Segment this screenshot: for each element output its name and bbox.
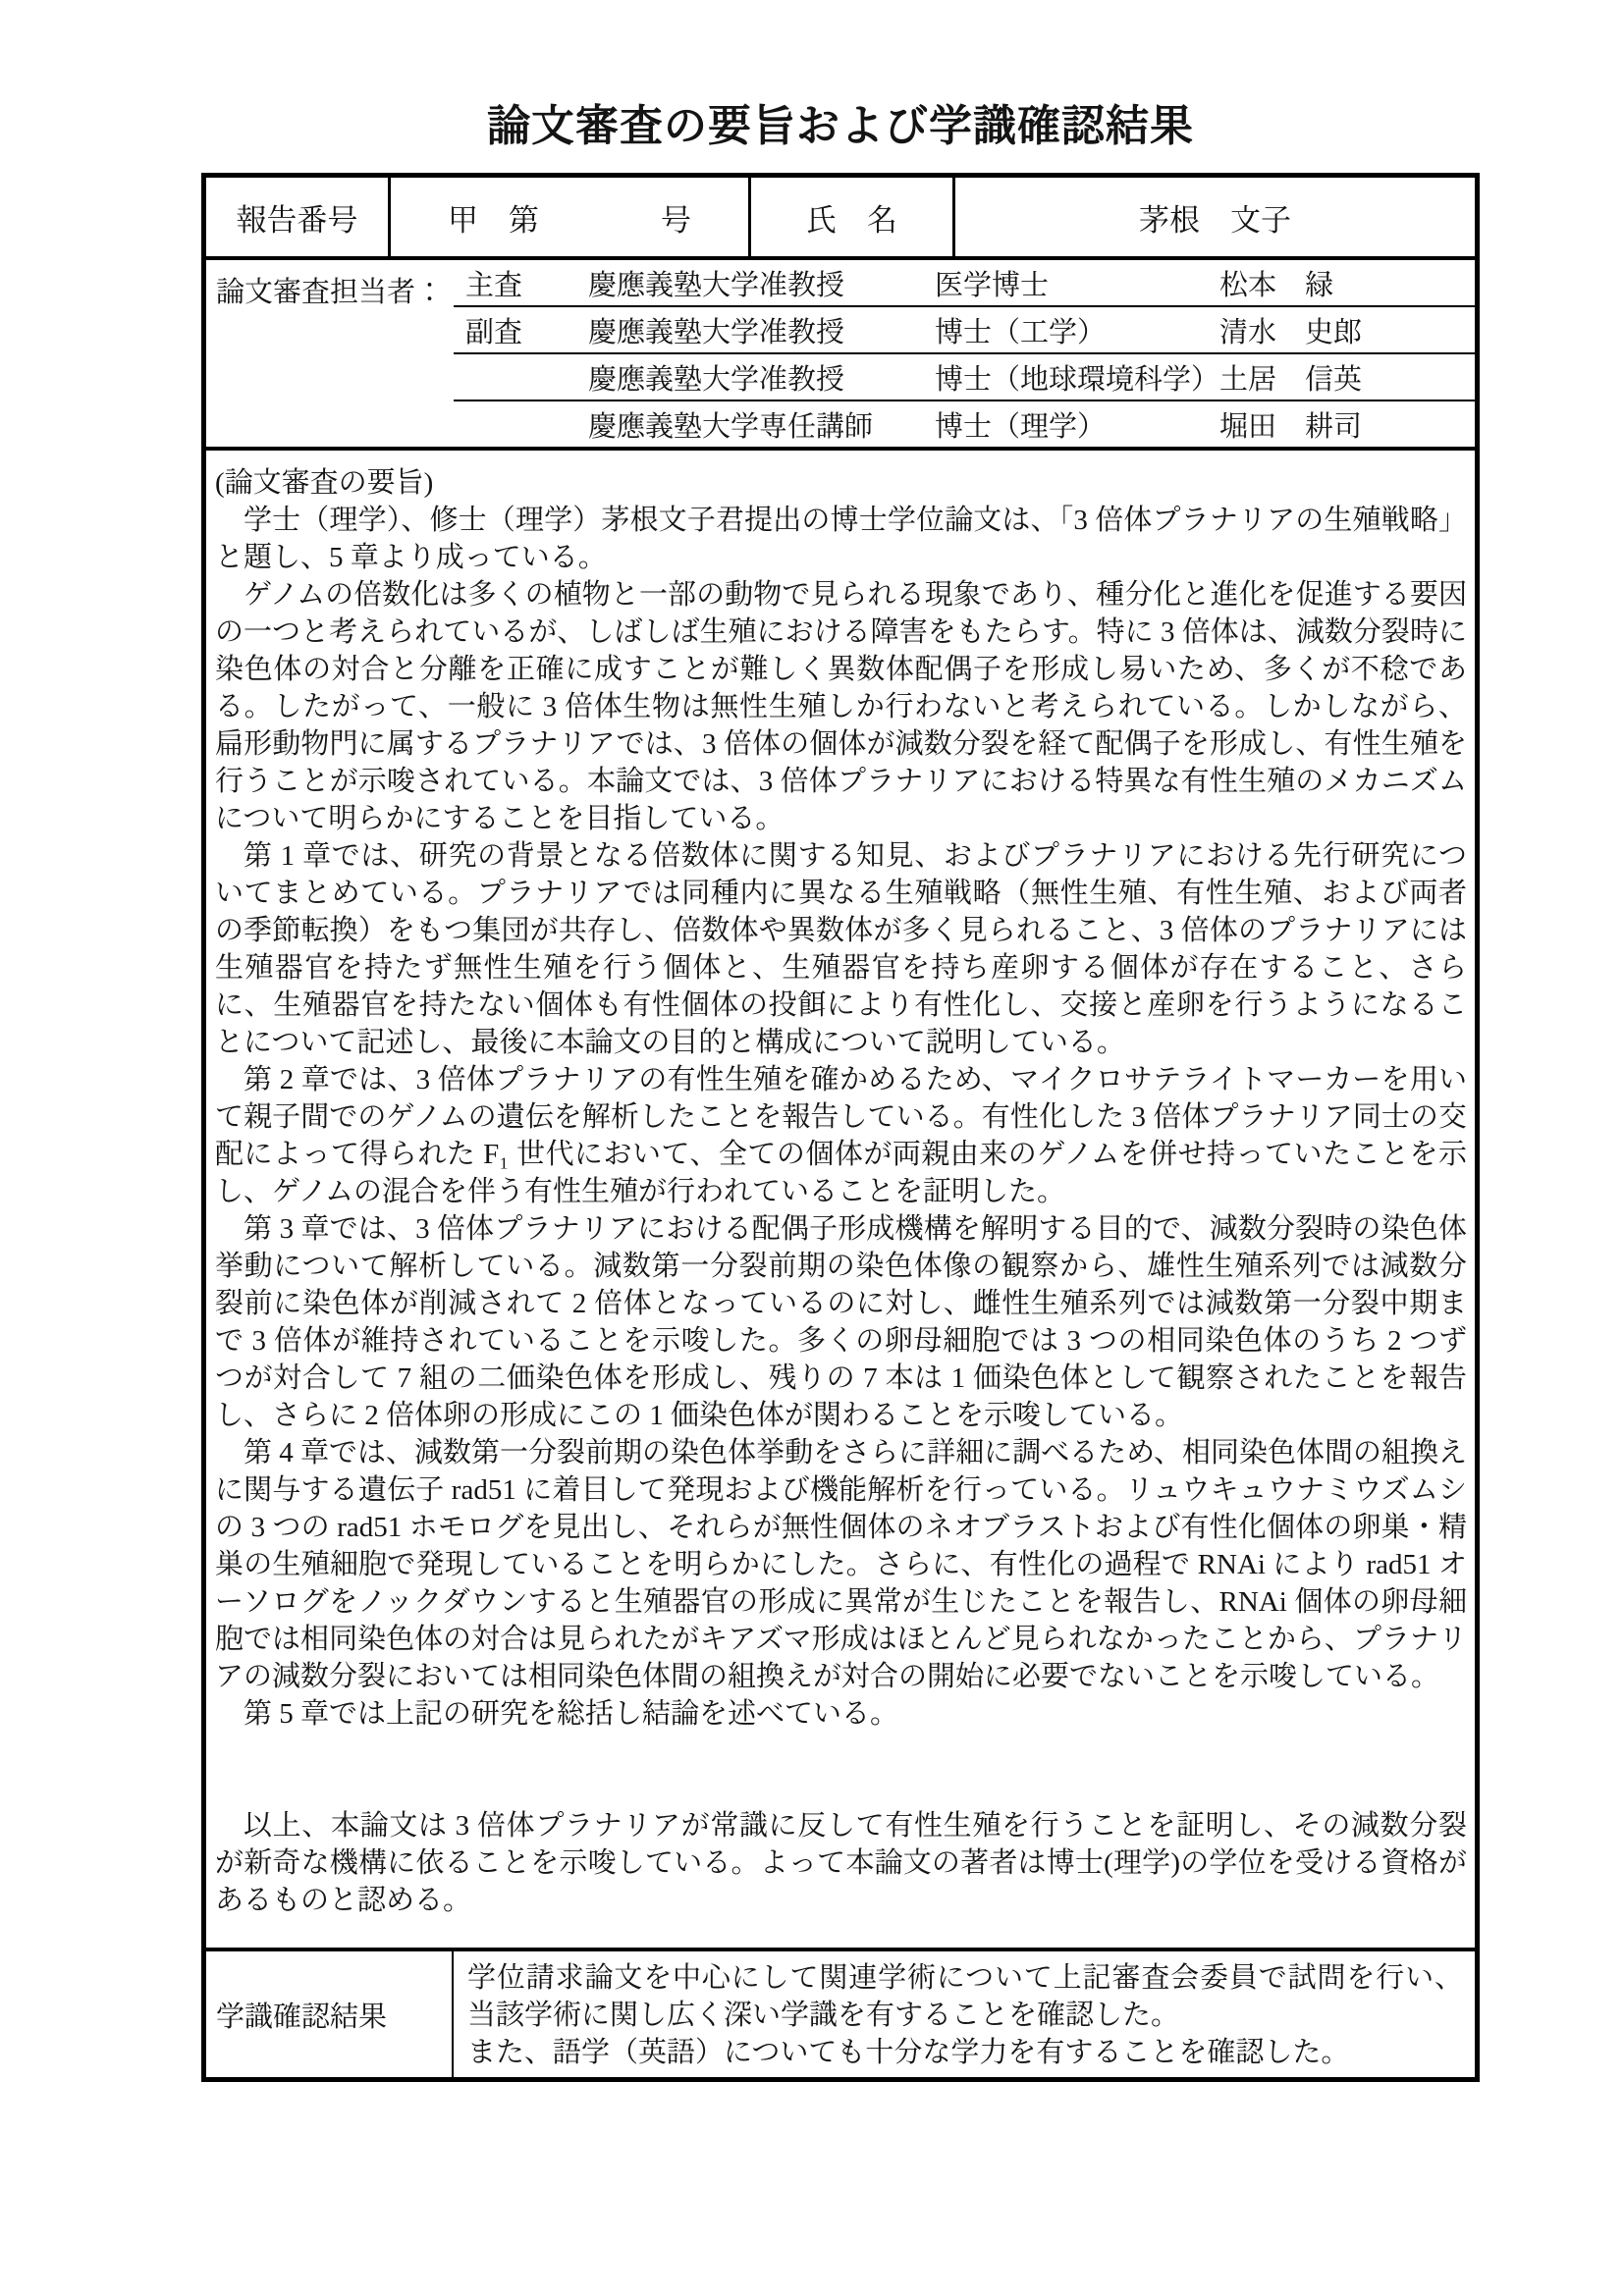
committee-row — [454, 305, 1475, 352]
committee-label: 論文審査担当者： — [216, 277, 445, 308]
committee-member-name: 土居 信英 — [1219, 363, 1363, 396]
knowledge-section — [206, 1951, 1475, 2077]
committee-rows — [454, 260, 1475, 447]
knowledge-line: 学位請求論文を中心にして関連学術について上記審査会委員で試問を行い、当該学術に関し広く深い学識を有することを確認した。 — [467, 1962, 1463, 2031]
committee-affiliation: 慶應義塾大学准教授 — [588, 269, 845, 301]
header-row — [206, 178, 1475, 260]
committee-role: 副査 — [465, 316, 523, 348]
committee-member-name: 堀田 耕司 — [1219, 410, 1363, 443]
committee-row — [454, 260, 1475, 305]
document-table — [201, 173, 1480, 2082]
summary-paragraph: 学士（理学）、修士（理学）茅根文子君提出の博士学位論文は、「3 倍体プラナリアの生殖戦略」と題し、5 章より成っている。 — [215, 505, 1467, 573]
committee-section — [206, 260, 1475, 451]
summary-heading: (論文審査の要旨) — [215, 467, 434, 499]
committee-affiliation: 慶應義塾大学専任講師 — [588, 410, 874, 443]
summary-paragraph: 第 2 章では、3 倍体プラナリアの有性生殖を確かめるため、マイクロサテライトマーカーを用いて親子間でのゲノムの遺伝を解析したことを報告している。有性化した 3 倍体プラナリア同士の交配によって得られた F₁ 世代において、全ての個体が両親由来のゲノムを併せ持っていたことを示し、ゲノムの混合を伴う有性生殖が行われていることを証明した。 — [215, 1064, 1467, 1207]
summary-section — [206, 451, 1475, 1951]
committee-affiliation: 慶應義塾大学准教授 — [588, 316, 845, 348]
summary-paragraph: 第 1 章では、研究の背景となる倍数体に関する知見、およびプラナリアにおける先行研究についてまとめている。プラナリアでは同種内に異なる生殖戦略（無性生殖、有性生殖、および両者の季節転換）をもつ集団が共存し、倍数体や異数体が多く見られること、3 倍体のプラナリアには生殖器官を持たず無性生殖を行う個体と、生殖器官を持ち産卵する個体が存在すること、さらに、生殖器官を持たない個体も有性個体の投餌により有性化し、交接と産卵を行うようになることについて記述し、最後に本論文の目的と構成について説明している。 — [215, 840, 1467, 1058]
name-label: 氏 名 — [751, 178, 955, 256]
knowledge-line: また、語学（英語）についても十分な学力を有することを確認した。 — [467, 2037, 1350, 2068]
committee-member-name: 松本 緑 — [1219, 269, 1334, 301]
name-value: 茅根 文子 — [1139, 202, 1291, 238]
committee-member-name: 清水 史郎 — [1219, 316, 1363, 348]
summary-paragraphs — [215, 502, 1467, 1733]
report-number-label: 報告番号 — [206, 178, 391, 256]
committee-row — [454, 352, 1475, 400]
closing-paragraph: 以上、本論文は 3 倍体プラナリアが常識に反して有性生殖を行うことを証明し、その減数分裂が新奇な機構に依ることを示唆している。よって本論文の著者は博士(理学)の学位を受ける資格があるものと認める。 — [215, 1810, 1467, 1916]
knowledge-label: 学識確認結果 — [206, 1951, 454, 2077]
committee-degree: 博士（工学） — [935, 316, 1107, 348]
knowledge-text — [454, 1951, 1475, 2077]
committee-degree: 博士（理学） — [935, 410, 1107, 443]
committee-role: 主査 — [465, 269, 523, 301]
committee-degree: 博士（地球環境科学） — [935, 363, 1220, 396]
committee-affiliation: 慶應義塾大学准教授 — [588, 363, 845, 396]
summary-paragraph: 第 5 章では上記の研究を総括し結論を述べている。 — [244, 1698, 899, 1730]
summary-paragraph: ゲノムの倍数化は多くの植物と一部の動物で見られる現象であり、種分化と進化を促進する要因の一つと考えられているが、しばしば生殖における障害をもたらす。特に 3 倍体は、減数分裂時に染色体の対合と分離を正確に成すことが難しく異数体配偶子を形成し易いため、多くが不稔である。したがって、一般に 3 倍体生物は無性生殖しか行わないと考えられている。しかしながら、扁形動物門に属するプラナリアでは、3 倍体の個体が減数分裂を経て配偶子を形成し、有性生殖を行うことが示唆されている。本論文では、3 倍体プラナリアにおける特異な有性生殖のメカニズムについて明らかにすることを目指している。 — [215, 579, 1467, 834]
summary-paragraph: 第 4 章では、減数第一分裂前期の染色体挙動をさらに詳細に調べるため、相同染色体間の組換えに関与する遺伝子 rad51 に着目して発現および機能解析を行っている。リュウキュウナミウズムシの 3 つの rad51 ホモログを見出し、それらが無性個体のネオブラストおよび有性化個体の卵巣・精巣の生殖細胞で発現していることを明らかにした。さらに、有性化の過程で RNAi により rad51 オーソログをノックダウンすると生殖器官の形成に異常が生じたことを報告し、RNAi 個体の卵母細胞では相同染色体の対合は見られたがキアズマ形成はほとんど見られなかったことから、プラナリアの減数分裂においては相同染色体間の組換えが対合の開始に必要でないことを示唆している。 — [215, 1437, 1467, 1692]
page-title: 論文審査の要旨および学識確認結果 — [487, 102, 1194, 150]
report-number-value: 甲 第 号 — [391, 178, 751, 256]
committee-degree: 医学博士 — [935, 269, 1050, 301]
summary-paragraph: 第 3 章では、3 倍体プラナリアにおける配偶子形成機構を解明する目的で、減数分裂時の染色体挙動について解析している。減数第一分裂前期の染色体像の観察から、雄性生殖系列では減数分裂前に染色体が削減されて 2 倍体となっているのに対し、雌性生殖系列では減数第一分裂中期まで 3 倍体が維持されていることを示唆した。多くの卵母細胞では 3 つの相同染色体のうち 2 つずつが対合して 7 組の二価染色体を形成し、残りの 7 本は 1 価染色体として観察されたことを報告し、さらに 2 倍体卵の形成にこの 1 価染色体が関わることを示唆している。 — [215, 1213, 1467, 1431]
committee-row — [454, 400, 1475, 447]
